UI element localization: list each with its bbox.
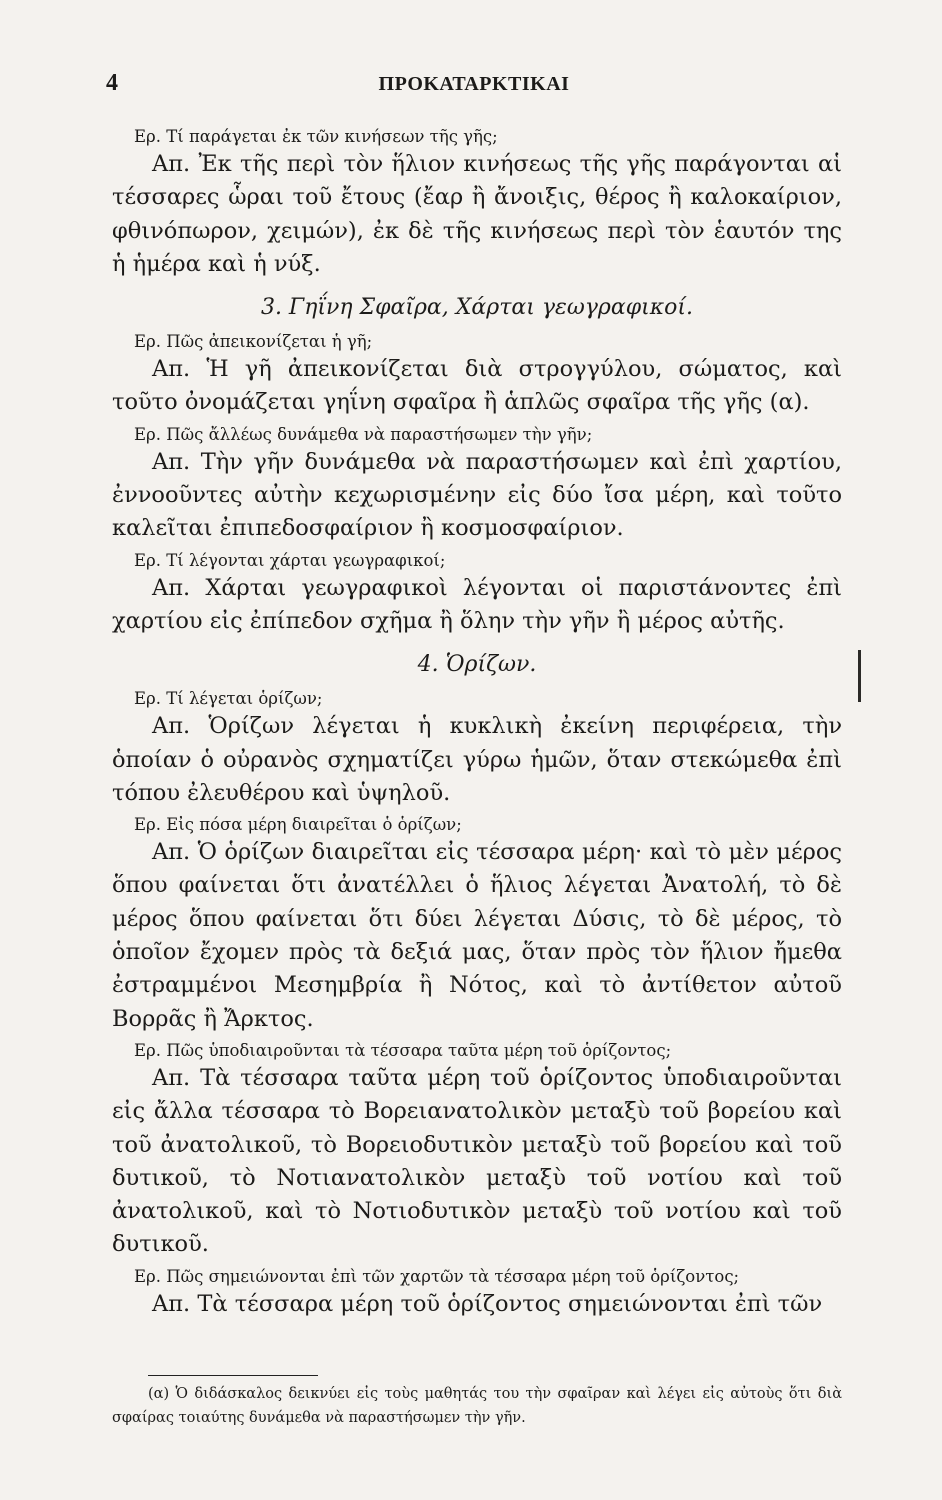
answer (112, 1288, 842, 1321)
question: Ερ. Τί παράγεται ἐκ τῶν κινήσεων τῆς γῆς; (134, 127, 498, 146)
question: Ερ. Πῶς ἄλλέως δυνάμεθα νὰ παραστήσωμεν τὴν γῆν; (134, 424, 593, 444)
answer-text: Ἡ γῆ ἀπεικονίζεται διὰ στρογγύλου, σώματος, καὶ τοῦτο ὀνομάζεται γηΐνη σφαῖρα ἢ ἁπλῶς σφαῖρα τῆς γῆς (α). (112, 356, 842, 416)
answer (112, 710, 842, 810)
answer-label: Απ. (152, 574, 191, 601)
answer-label: Απ. (152, 151, 191, 177)
answer-label: Απ. (152, 839, 191, 866)
answer (112, 148, 842, 281)
footnote-rule (148, 1375, 318, 1376)
answer-text: Ὁρίζων λέγεται ἡ κυκλικὴ ἐκείνη περιφέρεια, τὴν ὁποίαν ὁ οὐρανὸς σχηματίζει γύρω ἡμῶν, ὅταν στεκώμεθα ἐπὶ τόπου ἐλευθέρου καὶ ὑψηλοῦ. (112, 713, 843, 806)
question: Ερ. Πῶς ὑποδιαιροῦνται τὰ τέσσαρα ταῦτα μέρη τοῦ ὁρίζοντος; (134, 1040, 672, 1060)
answer-text: Ἐκ τῆς περὶ τὸν ἥλιον κινήσεως τῆς γῆς παράγονται αἱ τέσσαρες ὧραι τοῦ ἔτους (ἔαρ ἢ ἄνοιξις, θέρος ἢ καλοκαίριον, φθινόπωρον, χειμών), ἐκ δὲ τῆς κινήσεως περὶ τὸν ἑαυτόν της ἡ ἡμέρα καὶ ἡ νύξ. (112, 151, 842, 277)
answer-text: Τὴν γῆν δυνάμεθα νὰ παραστήσωμεν καὶ ἐπὶ χαρτίου, ἐννοοῦντες αὐτὴν κεχωρισμένην εἰς δύο ἴσα μέρη, καὶ τοῦτο καλεῖται ἐπιπεδοσφαίριον ἢ κοσμοσφαίριον. (112, 448, 842, 542)
answer (112, 836, 842, 1036)
running-head: ΠΡΟΚΑΤΑΡΚΤΙΚΑΙ (378, 73, 570, 95)
footnote: (α) Ὁ διδάσκαλος δεικνύει εἰς τοὺς μαθητάς του τὴν σφαῖραν καὶ λέγει εἰς αὐτοὺς ὅτι διὰ σφαίρας τοιαύτης δυνάμεθα νὰ παραστήσωμεν τὴν γῆν. (112, 1386, 842, 1426)
answer-label: Απ. (152, 356, 191, 383)
answer-text: Ὁ ὁρίζων διαιρεῖται εἰς τέσσαρα μέρη· καὶ τὸ μὲν μέρος ὅπου φαίνεται ὅτι ἀνατέλλει ὁ ἥλιος λέγεται Ἀνατολή, τὸ δὲ μέρος ὅπου φαίνεται ὅτι δύει λέγεται Δύσις, τὸ δὲ μέρος, τὸ ὁποῖον ἔχομεν πρὸς τὰ δεξιά μας, ὅταν πρὸς τὸν ἥλιον ἤμεθα ἐστραμμένοι Μεσημβρία ἢ Νότος, καὶ τὸ ἀντίθετον αὐτοῦ Βορρᾶς ἢ Ἄρκτος. (112, 839, 842, 1032)
page-body (112, 126, 842, 1321)
answer-text: Τὰ τέσσαρα ταῦτα μέρη τοῦ ὁρίζοντος ὑποδιαιροῦνται εἰς ἄλλα τέσσαρα τὸ Βορειανατολικὸν μεταξὺ τοῦ βορείου καὶ τοῦ ἀνατολικοῦ, τὸ Βορειοδυτικὸν μεταξὺ τοῦ βορείου καὶ τοῦ δυτικοῦ, τὸ Νοτιανατολικὸν μεταξὺ τοῦ νοτίου καὶ τοῦ ἀνατολικοῦ, καὶ τὸ Νοτιοδυτικὸν μεταξὺ τοῦ νοτίου καὶ τοῦ δυτικοῦ. (112, 1064, 842, 1258)
answer-label: Απ. (152, 1064, 191, 1091)
question: Ερ. Πῶς ἀπεικονίζεται ἡ γῆ; (134, 332, 373, 352)
margin-mark (858, 650, 861, 702)
answer-text: Τὰ τέσσαρα μέρη τοῦ ὁρίζοντος σημειώνονται ἐπὶ τῶν (197, 1290, 823, 1317)
question: Ερ. Εἰς πόσα μέρη διαιρεῖται ὁ ὁρίζων; (134, 815, 462, 835)
answer-label: Απ. (152, 713, 191, 740)
page-header (106, 70, 842, 122)
section-heading: 4. Ὁρίζων. (417, 652, 537, 678)
section-heading: 3. Γηΐνη Σφαῖρα, Χάρται γεωγραφικοί. (260, 295, 694, 321)
answer-label: Απ. (152, 448, 191, 475)
answer (112, 353, 842, 420)
answer (112, 1062, 842, 1262)
question: Ερ. Τί λέγονται χάρται γεωγραφικοί; (134, 550, 446, 570)
answer-text: Χάρται γεωγραφικοὶ λέγονται οἱ παριστάνοντες ἐπὶ χαρτίου εἰς ἐπίπεδον σχῆμα ἢ ὅλην τὴν γῆν ἢ μέρος αὐτῆς. (112, 574, 842, 634)
page-number: 4 (106, 70, 118, 96)
answer (112, 572, 842, 639)
answer-label: Απ. (152, 1290, 191, 1317)
question: Ερ. Τί λέγεται ὁρίζων; (134, 689, 323, 709)
question: Ερ. Πῶς σημειώνονται ἐπὶ τῶν χαρτῶν τὰ τέσσαρα μέρη τοῦ ὁρίζοντος; (134, 1266, 740, 1286)
answer (112, 446, 842, 546)
